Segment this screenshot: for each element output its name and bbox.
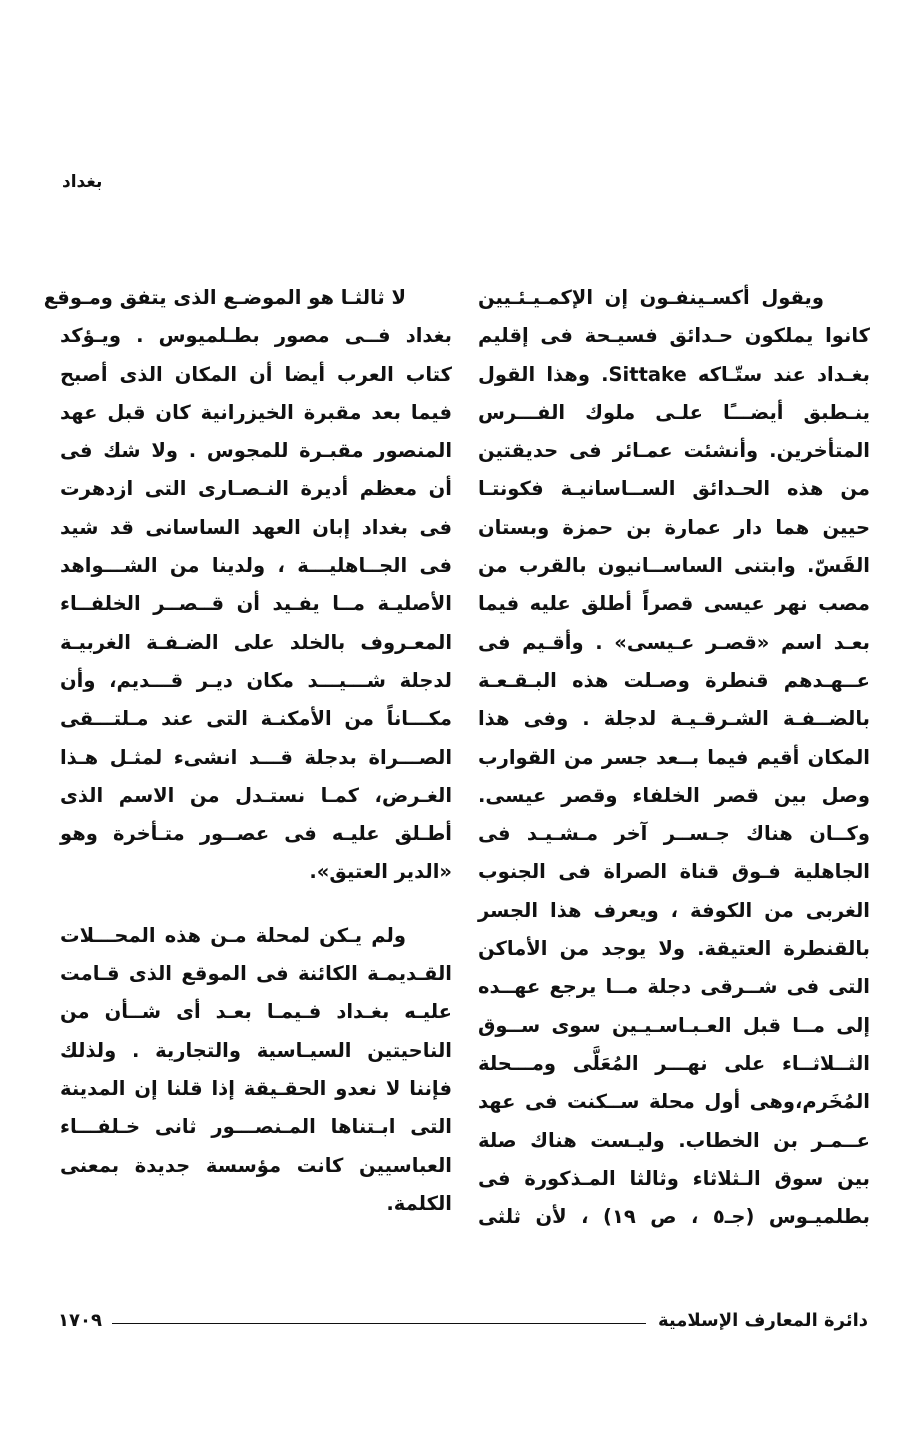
text-line: «الدير العتيق».: [309, 860, 452, 884]
text-line: من هذه الحـدائق الســاسانيـة فكونتـا: [478, 477, 870, 501]
text-line: الناحيتين السيـاسية والتجارية . ولذلك: [60, 1038, 452, 1062]
text-line: المنصور مقبـرة للمجوس . ولا شك فى: [60, 439, 452, 463]
paragraph: [43, 279, 452, 892]
text-line: كتاب العرب أيضا أن المكان الذى أصبح: [60, 362, 452, 386]
text-line: كانوا يملكون حـدائق فسيـحة فى إقليم: [478, 324, 870, 348]
text-line: العباسيين كانت مؤسسة جديدة بمعنى: [60, 1153, 452, 1177]
text-line: عــمـر بن الخطاب. وليـست هناك صلة: [478, 1128, 870, 1152]
text-line: أن معظم أديرة النـصـارى التى ازدهرت: [60, 477, 452, 501]
text-line: بغداد فــى مصور بطـلميوس . ويـؤكد: [60, 324, 452, 348]
text-line: عــهـدهم قنطرة وصـلت هذه البـقـعـة: [478, 668, 870, 692]
footer-rule: [112, 1323, 646, 1324]
right-column: [478, 279, 870, 1236]
text-line: عليـه بغـداد فـيمـا بعـد أى شــأن من: [60, 1000, 452, 1024]
text-line: المعـروف بالخلد على الضـفـة الغربيـة: [60, 630, 452, 654]
text-line: حيين هما دار عمارة بن حمزة وبستان: [478, 515, 870, 539]
text-line: الغربى من الكوفة ، ويعرف هذا الجسر: [478, 898, 870, 922]
text-line: فإننا لا نعدو الحقـيقة إذا قلنا إن المدينة: [60, 1076, 452, 1100]
text-line: فى الجــاهليـــة ، ولدينا من الشـــواهد: [60, 554, 452, 578]
left-column: [43, 279, 452, 1223]
text-line: لا ثالثـا هو الموضـع الذى يتفق ومـوقع: [43, 286, 406, 309]
text-line: الجاهلية فـوق قناة الصراة فى الجنوب: [478, 860, 870, 884]
text-line: لدجلة شـــيـــد مكان ديـر قـــديم، وأن: [60, 668, 452, 692]
text-line: ينـطبق أيضـــًا علـى ملوك الفـــرس: [478, 400, 870, 424]
text-line: القَسّ. وابتنى الساســانيون بالقرب من: [478, 554, 870, 578]
text-line: فيما بعد مقبرة الخيزرانية كان قبل عهد: [60, 400, 452, 424]
text-line: بالضــفـة الشـرقـيـة لدجلة . وفى هذا: [478, 707, 870, 731]
text-line: مكـــاناً من الأمكنـة التى عند مـلتـــقى: [60, 707, 452, 731]
text-line: إلى مــا قبل العـبـاسـيـين سوى ســوق: [478, 1013, 870, 1037]
text-line: بغـداد عند ستّـاكه Sittake. وهذا القول: [478, 362, 870, 386]
text-line: أطـلق عليـه فى عصــور متـأخرة وهو: [60, 822, 452, 846]
page-footer: [58, 1305, 868, 1335]
text-line: التى فى شــرقى دجلة مــا يرجع عهــده: [478, 975, 870, 999]
text-line: ولم يـكن لمحلة مـن هذه المحـــلات: [60, 923, 406, 947]
text-line: الغـرض، كمـا نستـدل من الاسم الذى: [60, 783, 452, 807]
text-line: مصب نهر عيسى قصراً أطلق عليه فيما: [478, 592, 870, 616]
text-line: فى بغداد إبان العهد الساسانى قد شيد: [60, 515, 452, 539]
footer-title: دائرة المعارف الإسلامية: [657, 1309, 868, 1331]
text-line: التى ابـتناها المـنصـــور ثانى خـلفـــاء: [60, 1115, 452, 1139]
text-line: ويقول أكسـينفـون إن الإكمـيـئـيين: [478, 286, 824, 309]
text-line: المكان أقيم فيما بــعد جسر من القوارب: [478, 745, 870, 769]
page-number: ١٧٠٩: [58, 1309, 102, 1331]
text-line: الأصليـة مــا يفـيد أن قــصــر الخلفــاء: [60, 592, 452, 616]
text-line: القـديمـة الكائنة فى الموقع الذى قـامت: [60, 962, 452, 986]
text-line: بين سوق الـثلاثاء وثالثا المـذكورة فى: [478, 1166, 870, 1190]
text-line: الكلمة.: [386, 1191, 452, 1215]
paragraph: [60, 917, 452, 1223]
text-line: وكــان هناك جـســر آخر مـشـيـد فى: [478, 822, 870, 846]
running-head: بغداد: [62, 172, 103, 192]
paragraph: [478, 279, 870, 1236]
text-line: الثــلاثــاء على نهـــر المُعَلَّى ومـــحلة: [478, 1051, 870, 1075]
text-line: بطلميـوس (جـ٥ ، ص ١٩) ، لأن ثلثى: [478, 1205, 870, 1229]
text-line: وصل بين قصر الخلفاء وقصر عيسى.: [478, 783, 870, 807]
text-line: الصـــراة بدجلة قـــد انشىء لمثـل هـذا: [60, 745, 452, 769]
text-line: بالقنطرة العتيقة. ولا يوجد من الأماكن: [478, 937, 870, 961]
text-line: المتأخرين. وأنشئت عمـائر فى حديقتين: [478, 439, 870, 463]
text-line: المُخَرم،وهى أول محلة ســكنت فى عهد: [478, 1090, 870, 1114]
text-line: بعـد اسم «قصـر عـيسى» . وأقـيم فى: [478, 630, 870, 654]
